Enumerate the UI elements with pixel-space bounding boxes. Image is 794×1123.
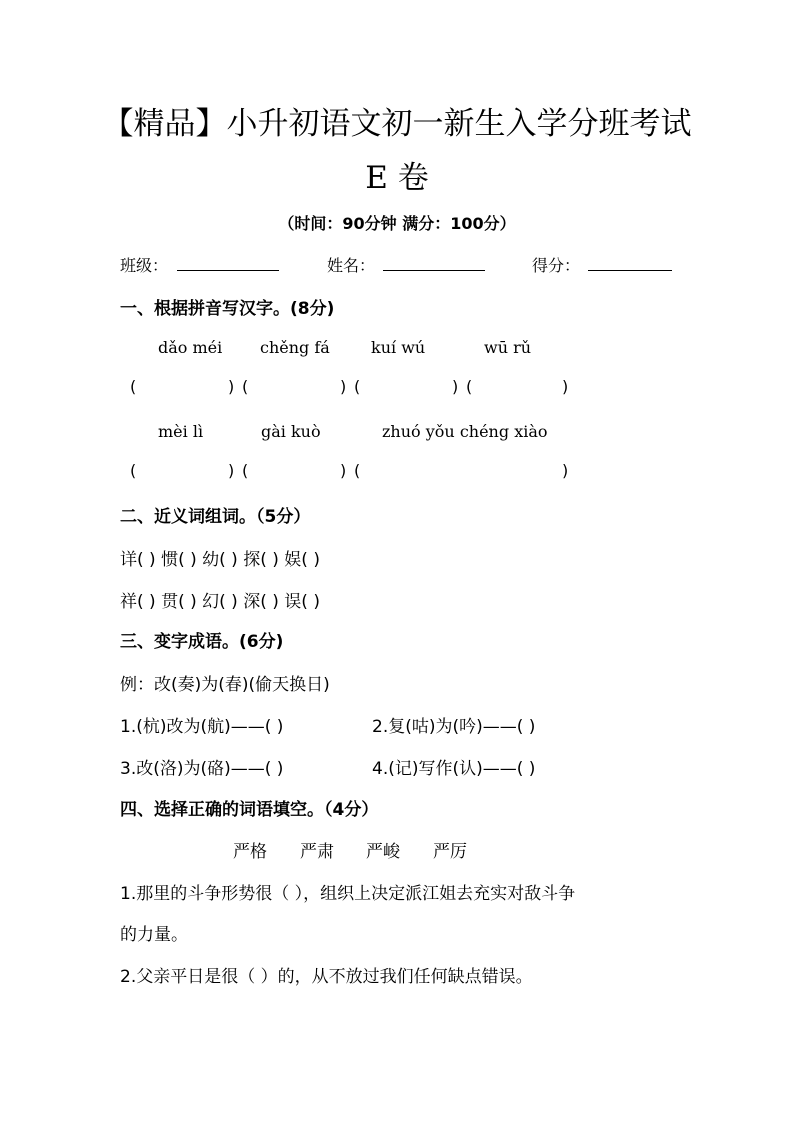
class-blank[interactable]	[177, 270, 279, 271]
pinyin: wū rǔ	[484, 338, 532, 357]
bracket-open: (	[130, 377, 137, 396]
q4-heading: 四、选择正确的词语填空。（4分）	[120, 800, 379, 820]
idiom-item: 3.改(洛)为(硌)——( )	[120, 759, 284, 779]
pinyin: dǎo méi	[158, 338, 223, 357]
bracket-open: (	[466, 377, 473, 396]
score-blank[interactable]	[588, 270, 672, 271]
idiom-item: 4.(记)写作(认)——( )	[372, 759, 536, 779]
word-option: 严格	[233, 842, 267, 862]
exam-title-volume: E 卷	[365, 160, 429, 196]
class-label: 班级：	[120, 256, 169, 275]
fill-sentence-continued: 的力量。	[120, 925, 188, 945]
bracket-open: (	[130, 461, 137, 480]
name-blank[interactable]	[383, 270, 485, 271]
pinyin: mèi lì	[158, 422, 204, 441]
q2-heading: 二、近义词组词。（5分）	[120, 507, 311, 527]
pinyin: gài kuò	[261, 422, 321, 441]
bracket-open: (	[242, 377, 249, 396]
pinyin: chěng fá	[260, 338, 330, 357]
bracket-close: )	[340, 461, 347, 480]
word-option: 严肃	[300, 842, 334, 862]
bracket-open: (	[354, 377, 361, 396]
synonym-line: 详( ) 惯( ) 幼( ) 探( ) 娱( )	[120, 550, 320, 570]
exam-title: 【精品】小升初语文初一新生入学分班考试	[102, 106, 692, 142]
name-label: 姓名：	[327, 256, 376, 275]
idiom-item: 2.复(咕)为(吟)——( )	[372, 717, 536, 737]
pinyin: kuí wú	[371, 338, 426, 357]
word-option: 严峻	[366, 842, 400, 862]
bracket-close: )	[228, 377, 235, 396]
idiom-item: 1.(杭)改为(航)——( )	[120, 717, 284, 737]
fill-sentence: 1.那里的斗争形势很（ ），组织上决定派江姐去充实对敌斗争	[120, 884, 576, 904]
score-label: 得分：	[532, 256, 581, 275]
q3-heading: 三、变字成语。(6分)	[120, 632, 284, 652]
bracket-close: )	[452, 377, 459, 396]
word-option: 严厉	[433, 842, 467, 862]
bracket-close: )	[228, 461, 235, 480]
q1-heading: 一、根据拼音写汉字。(8分)	[120, 299, 335, 319]
bracket-open: (	[354, 461, 361, 480]
bracket-open: (	[242, 461, 249, 480]
bracket-close: )	[562, 461, 569, 480]
bracket-close: )	[340, 377, 347, 396]
exam-time-score: （时间：90分钟 满分：100分）	[278, 214, 516, 233]
idiom-example: 例：改(奏)为(春)(偷天换日)	[120, 675, 330, 695]
synonym-line: 祥( ) 贯( ) 幻( ) 深( ) 误( )	[120, 592, 320, 612]
bracket-close: )	[562, 377, 569, 396]
fill-sentence: 2.父亲平日是很（ ）的，从不放过我们任何缺点错误。	[120, 967, 533, 987]
pinyin: zhuó yǒu chéng xiào	[382, 422, 548, 441]
